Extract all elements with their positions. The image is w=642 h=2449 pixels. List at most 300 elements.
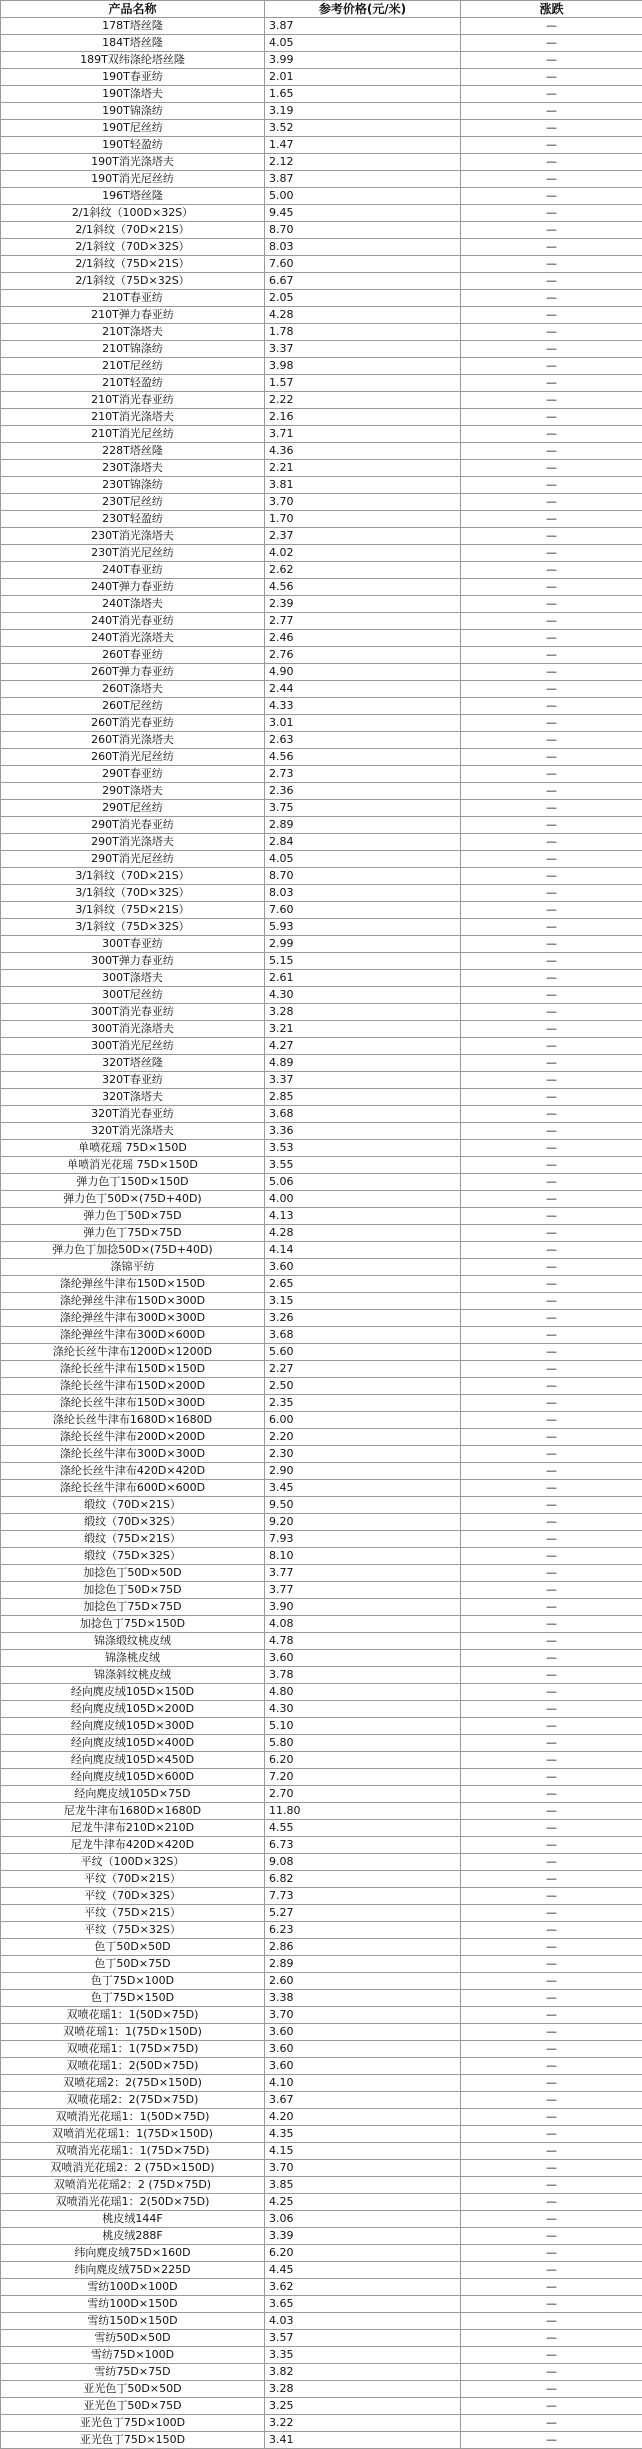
product-name-cell: 210T消光春亚纺	[1, 392, 265, 409]
table-row	[1, 1531, 642, 1548]
price-cell: 2.89	[265, 817, 461, 834]
change-cell: —	[461, 1361, 642, 1378]
product-name-cell: 双喷花瑶1：1(75D×75D)	[1, 2041, 265, 2058]
product-name-cell: 210T锦涤纺	[1, 341, 265, 358]
change-cell: —	[461, 1208, 642, 1225]
price-cell: 2.22	[265, 392, 461, 409]
product-name-cell: 缎纹（70D×21S）	[1, 1497, 265, 1514]
product-name-cell: 2/1斜纹（100D×32S）	[1, 205, 265, 222]
price-cell: 3.81	[265, 477, 461, 494]
price-cell: 3.82	[265, 2364, 461, 2381]
price-cell: 4.55	[265, 1820, 461, 1837]
change-cell: —	[461, 2126, 642, 2143]
change-cell: —	[461, 1990, 642, 2007]
change-cell: —	[461, 1769, 642, 1786]
product-name-cell: 雪纺75D×75D	[1, 2364, 265, 2381]
table-row	[1, 596, 642, 613]
product-name-cell: 单喷花瑶 75D×150D	[1, 1140, 265, 1157]
product-name-cell: 平纹（100D×32S）	[1, 1854, 265, 1871]
table-row	[1, 1786, 642, 1803]
product-name-cell: 双喷消光花瑶1：1(75D×75D)	[1, 2143, 265, 2160]
price-cell: 4.05	[265, 851, 461, 868]
product-name-cell: 锦涤斜纹桃皮绒	[1, 1667, 265, 1684]
change-cell: —	[461, 834, 642, 851]
price-cell: 3.60	[265, 1259, 461, 1276]
product-name-cell: 尼龙牛津布420D×420D	[1, 1837, 265, 1854]
table-row	[1, 69, 642, 86]
change-cell: —	[461, 1242, 642, 1259]
price-cell: 3.36	[265, 1123, 461, 1140]
price-cell: 3.06	[265, 2211, 461, 2228]
table-row	[1, 1990, 642, 2007]
change-cell: —	[461, 307, 642, 324]
change-cell: —	[461, 1956, 642, 1973]
product-name-cell: 190T尼丝纺	[1, 120, 265, 137]
change-cell: —	[461, 2041, 642, 2058]
change-cell: —	[461, 341, 642, 358]
price-cell: 4.05	[265, 35, 461, 52]
price-cell: 3.90	[265, 1599, 461, 1616]
change-cell: —	[461, 171, 642, 188]
product-name-cell: 2/1斜纹（70D×32S）	[1, 239, 265, 256]
product-name-cell: 260T弹力春亚纺	[1, 664, 265, 681]
change-cell: —	[461, 579, 642, 596]
change-cell: —	[461, 1837, 642, 1854]
table-row	[1, 834, 642, 851]
product-name-cell: 涤纶长丝牛津布420D×420D	[1, 1463, 265, 1480]
price-cell: 3.60	[265, 2058, 461, 2075]
table-row	[1, 426, 642, 443]
table-row	[1, 1463, 642, 1480]
change-cell: —	[461, 1140, 642, 1157]
table-row	[1, 1395, 642, 1412]
product-name-cell: 210T弹力春亚纺	[1, 307, 265, 324]
product-name-cell: 210T消光涤塔夫	[1, 409, 265, 426]
change-cell: —	[461, 1072, 642, 1089]
product-name-cell: 亚光色丁50D×50D	[1, 2381, 265, 2398]
price-cell: 8.03	[265, 239, 461, 256]
price-cell: 7.93	[265, 1531, 461, 1548]
table-row	[1, 460, 642, 477]
product-name-cell: 缎纹（75D×21S）	[1, 1531, 265, 1548]
price-cell: 4.15	[265, 2143, 461, 2160]
price-cell: 3.60	[265, 1650, 461, 1667]
price-cell: 3.52	[265, 120, 461, 137]
product-name-cell: 290T涤塔夫	[1, 783, 265, 800]
product-name-cell: 涤纶长丝牛津布150D×150D	[1, 1361, 265, 1378]
table-row	[1, 1718, 642, 1735]
change-cell: —	[461, 647, 642, 664]
change-cell: —	[461, 1973, 642, 1990]
product-name-cell: 320T消光春亚纺	[1, 1106, 265, 1123]
product-name-cell: 300T春亚纺	[1, 936, 265, 953]
product-name-cell: 弹力色丁75D×75D	[1, 1225, 265, 1242]
table-row	[1, 1769, 642, 1786]
product-name-cell: 纬向麂皮绒75D×160D	[1, 2245, 265, 2262]
product-name-cell: 涤纶长丝牛津布1680D×1680D	[1, 1412, 265, 1429]
price-cell: 6.73	[265, 1837, 461, 1854]
price-cell: 2.60	[265, 1973, 461, 1990]
table-row	[1, 1667, 642, 1684]
table-row	[1, 35, 642, 52]
price-cell: 6.20	[265, 1752, 461, 1769]
change-cell: —	[461, 426, 642, 443]
product-name-cell: 经向麂皮绒105D×200D	[1, 1701, 265, 1718]
price-cell: 4.27	[265, 1038, 461, 1055]
change-cell: —	[461, 409, 642, 426]
table-row	[1, 1021, 642, 1038]
product-name-cell: 190T消光涤塔夫	[1, 154, 265, 171]
table-row	[1, 103, 642, 120]
table-row	[1, 511, 642, 528]
price-cell: 3.60	[265, 2024, 461, 2041]
product-name-cell: 3/1斜纹（75D×32S）	[1, 919, 265, 936]
price-cell: 5.27	[265, 1905, 461, 1922]
change-cell: —	[461, 1293, 642, 1310]
price-cell: 3.68	[265, 1327, 461, 1344]
table-row	[1, 1905, 642, 1922]
price-cell: 3.55	[265, 1157, 461, 1174]
product-name-cell: 亚光色丁50D×75D	[1, 2398, 265, 2415]
price-cell: 2.65	[265, 1276, 461, 1293]
table-row	[1, 868, 642, 885]
table-row	[1, 1225, 642, 1242]
change-cell: —	[461, 477, 642, 494]
table-row	[1, 732, 642, 749]
table-row	[1, 239, 642, 256]
table-row	[1, 171, 642, 188]
price-cell: 2.77	[265, 613, 461, 630]
change-cell: —	[461, 188, 642, 205]
product-name-cell: 经向麂皮绒105D×300D	[1, 1718, 265, 1735]
table-row	[1, 1089, 642, 1106]
table-row	[1, 2143, 642, 2160]
change-cell: —	[461, 1310, 642, 1327]
price-cell: 3.75	[265, 800, 461, 817]
table-row	[1, 2432, 642, 2449]
price-cell: 2.99	[265, 936, 461, 953]
price-cell: 3.70	[265, 494, 461, 511]
change-cell: —	[461, 2432, 642, 2449]
table-row	[1, 1650, 642, 1667]
price-cell: 3.87	[265, 171, 461, 188]
price-cell: 6.82	[265, 1871, 461, 1888]
product-name-cell: 加捻色丁50D×50D	[1, 1565, 265, 1582]
change-cell: —	[461, 1106, 642, 1123]
price-cell: 3.38	[265, 1990, 461, 2007]
table-row	[1, 647, 642, 664]
change-cell: —	[461, 562, 642, 579]
product-name-cell: 平纹（75D×32S）	[1, 1922, 265, 1939]
product-name-cell: 经向麂皮绒105D×75D	[1, 1786, 265, 1803]
change-cell: —	[461, 1922, 642, 1939]
change-cell: —	[461, 1582, 642, 1599]
change-cell: —	[461, 1718, 642, 1735]
change-cell: —	[461, 2024, 642, 2041]
product-name-cell: 色丁50D×75D	[1, 1956, 265, 1973]
table-row	[1, 2364, 642, 2381]
change-cell: —	[461, 443, 642, 460]
change-cell: —	[461, 783, 642, 800]
product-name-cell: 涤纶长丝牛津布150D×200D	[1, 1378, 265, 1395]
price-cell: 3.85	[265, 2177, 461, 2194]
price-cell: 2.70	[265, 1786, 461, 1803]
table-row	[1, 188, 642, 205]
price-cell: 2.20	[265, 1429, 461, 1446]
change-cell: —	[461, 1905, 642, 1922]
product-name-cell: 双喷消光花瑶1：2(50D×75D)	[1, 2194, 265, 2211]
change-cell: —	[461, 2415, 642, 2432]
product-name-cell: 320T春亚纺	[1, 1072, 265, 1089]
price-cell: 1.78	[265, 324, 461, 341]
change-cell: —	[461, 511, 642, 528]
change-cell: —	[461, 69, 642, 86]
change-cell: —	[461, 545, 642, 562]
table-row	[1, 1293, 642, 1310]
change-cell: —	[461, 987, 642, 1004]
change-cell: —	[461, 1157, 642, 1174]
change-cell: —	[461, 1327, 642, 1344]
table-row	[1, 1344, 642, 1361]
change-cell: —	[461, 1735, 642, 1752]
change-cell: —	[461, 1531, 642, 1548]
change-cell: —	[461, 1021, 642, 1038]
price-cell: 4.08	[265, 1616, 461, 1633]
change-cell: —	[461, 1480, 642, 1497]
price-cell: 5.93	[265, 919, 461, 936]
price-cell: 3.99	[265, 52, 461, 69]
product-name-cell: 雪纺50D×50D	[1, 2330, 265, 2347]
product-name-cell: 双喷花瑶1：1(75D×150D)	[1, 2024, 265, 2041]
change-cell: —	[461, 936, 642, 953]
price-cell: 1.47	[265, 137, 461, 154]
product-name-cell: 210T春亚纺	[1, 290, 265, 307]
product-name-cell: 3/1斜纹（70D×21S）	[1, 868, 265, 885]
price-cell: 2.61	[265, 970, 461, 987]
change-cell: —	[461, 2194, 642, 2211]
change-cell: —	[461, 1684, 642, 1701]
table-row	[1, 766, 642, 783]
table-row	[1, 120, 642, 137]
table-row	[1, 953, 642, 970]
change-cell: —	[461, 120, 642, 137]
table-row	[1, 698, 642, 715]
table-row	[1, 1701, 642, 1718]
change-cell: —	[461, 2160, 642, 2177]
change-cell: —	[461, 2279, 642, 2296]
change-cell: —	[461, 35, 642, 52]
price-cell: 1.65	[265, 86, 461, 103]
change-cell: —	[461, 1854, 642, 1871]
header-row	[1, 1, 642, 18]
price-cell: 1.70	[265, 511, 461, 528]
price-cell: 2.86	[265, 1939, 461, 1956]
table-row	[1, 902, 642, 919]
price-cell: 3.53	[265, 1140, 461, 1157]
change-cell: —	[461, 630, 642, 647]
price-cell: 4.03	[265, 2313, 461, 2330]
table-row	[1, 2313, 642, 2330]
change-cell: —	[461, 1276, 642, 1293]
change-cell: —	[461, 52, 642, 69]
table-row	[1, 2007, 642, 2024]
table-row	[1, 528, 642, 545]
table-row	[1, 2075, 642, 2092]
table-row	[1, 1446, 642, 1463]
table-row	[1, 987, 642, 1004]
price-cell: 3.67	[265, 2092, 461, 2109]
price-cell: 3.01	[265, 715, 461, 732]
change-cell: —	[461, 222, 642, 239]
table-row	[1, 2024, 642, 2041]
change-cell: —	[461, 766, 642, 783]
product-name-cell: 经向麂皮绒105D×450D	[1, 1752, 265, 1769]
price-cell: 6.00	[265, 1412, 461, 1429]
product-name-cell: 230T轻盈纺	[1, 511, 265, 528]
price-cell: 9.20	[265, 1514, 461, 1531]
table-row	[1, 1072, 642, 1089]
table-row	[1, 2279, 642, 2296]
product-name-cell: 涤纶长丝牛津布200D×200D	[1, 1429, 265, 1446]
product-name-cell: 涤纶弹丝牛津布300D×600D	[1, 1327, 265, 1344]
product-name-cell: 190T春亚纺	[1, 69, 265, 86]
change-cell: —	[461, 1446, 642, 1463]
table-row	[1, 409, 642, 426]
product-name-cell: 双喷花瑶2：2(75D×75D)	[1, 2092, 265, 2109]
table-row	[1, 1684, 642, 1701]
change-cell: —	[461, 2075, 642, 2092]
product-name-cell: 双喷花瑶1：2(50D×75D)	[1, 2058, 265, 2075]
price-cell: 2.62	[265, 562, 461, 579]
change-cell: —	[461, 2109, 642, 2126]
change-cell: —	[461, 613, 642, 630]
table-row	[1, 358, 642, 375]
price-cell: 3.19	[265, 103, 461, 120]
change-cell: —	[461, 902, 642, 919]
change-cell: —	[461, 1633, 642, 1650]
price-cell: 2.27	[265, 1361, 461, 1378]
change-cell: —	[461, 1667, 642, 1684]
table-row	[1, 1922, 642, 1939]
price-cell: 3.78	[265, 1667, 461, 1684]
product-name-cell: 2/1斜纹（70D×21S）	[1, 222, 265, 239]
change-cell: —	[461, 2092, 642, 2109]
price-cell: 3.28	[265, 1004, 461, 1021]
product-name-cell: 300T尼丝纺	[1, 987, 265, 1004]
product-name-cell: 双喷花瑶1：1(50D×75D)	[1, 2007, 265, 2024]
table-row	[1, 307, 642, 324]
price-cell: 7.20	[265, 1769, 461, 1786]
product-name-cell: 230T消光尼丝纺	[1, 545, 265, 562]
table-row	[1, 1310, 642, 1327]
table-row	[1, 2228, 642, 2245]
product-name-cell: 190T轻盈纺	[1, 137, 265, 154]
product-name-cell: 纬向麂皮绒75D×225D	[1, 2262, 265, 2279]
change-cell: —	[461, 205, 642, 222]
table-row	[1, 1803, 642, 1820]
price-cell: 7.60	[265, 256, 461, 273]
table-row	[1, 137, 642, 154]
product-name-cell: 色丁75D×150D	[1, 1990, 265, 2007]
product-name-cell: 涤纶长丝牛津布600D×600D	[1, 1480, 265, 1497]
price-cell: 5.15	[265, 953, 461, 970]
product-name-cell: 290T尼丝纺	[1, 800, 265, 817]
table-row	[1, 494, 642, 511]
product-name-cell: 300T消光涤塔夫	[1, 1021, 265, 1038]
price-cell: 8.70	[265, 868, 461, 885]
product-name-cell: 190T锦涤纺	[1, 103, 265, 120]
product-name-cell: 300T弹力春亚纺	[1, 953, 265, 970]
price-cell: 4.45	[265, 2262, 461, 2279]
table-row	[1, 1429, 642, 1446]
table-row	[1, 1480, 642, 1497]
price-cell: 4.78	[265, 1633, 461, 1650]
price-cell: 2.46	[265, 630, 461, 647]
product-name-cell: 加捻色丁75D×150D	[1, 1616, 265, 1633]
change-cell: —	[461, 1650, 642, 1667]
price-cell: 3.35	[265, 2347, 461, 2364]
product-name-cell: 雪纺100D×100D	[1, 2279, 265, 2296]
table-row	[1, 1361, 642, 1378]
price-cell: 6.20	[265, 2245, 461, 2262]
product-name-cell: 210T尼丝纺	[1, 358, 265, 375]
price-cell: 4.89	[265, 1055, 461, 1072]
change-cell: —	[461, 1803, 642, 1820]
header-change: 涨跌	[461, 1, 642, 18]
product-name-cell: 260T消光春亚纺	[1, 715, 265, 732]
table-row	[1, 1242, 642, 1259]
price-cell: 9.45	[265, 205, 461, 222]
price-cell: 3.26	[265, 1310, 461, 1327]
table-row	[1, 2262, 642, 2279]
price-cell: 2.39	[265, 596, 461, 613]
change-cell: —	[461, 1752, 642, 1769]
price-cell: 8.10	[265, 1548, 461, 1565]
product-name-cell: 桃皮绒288F	[1, 2228, 265, 2245]
table-row	[1, 800, 642, 817]
change-cell: —	[461, 273, 642, 290]
price-cell: 2.90	[265, 1463, 461, 1480]
product-name-cell: 经向麂皮绒105D×600D	[1, 1769, 265, 1786]
table-row	[1, 1140, 642, 1157]
product-name-cell: 184T塔丝隆	[1, 35, 265, 52]
product-name-cell: 290T春亚纺	[1, 766, 265, 783]
table-row	[1, 1888, 642, 1905]
product-name-cell: 290T消光尼丝纺	[1, 851, 265, 868]
product-name-cell: 涤纶长丝牛津布1200D×1200D	[1, 1344, 265, 1361]
product-name-cell: 210T涤塔夫	[1, 324, 265, 341]
change-cell: —	[461, 2007, 642, 2024]
change-cell: —	[461, 1599, 642, 1616]
table-row	[1, 1973, 642, 1990]
table-row	[1, 2160, 642, 2177]
price-cell: 8.70	[265, 222, 461, 239]
product-name-cell: 亚光色丁75D×100D	[1, 2415, 265, 2432]
table-row	[1, 2415, 642, 2432]
table-row	[1, 2194, 642, 2211]
product-name-cell: 300T涤塔夫	[1, 970, 265, 987]
product-name-cell: 锦涤桃皮绒	[1, 1650, 265, 1667]
change-cell: —	[461, 715, 642, 732]
change-cell: —	[461, 18, 642, 35]
change-cell: —	[461, 2313, 642, 2330]
table-row	[1, 1633, 642, 1650]
product-name-cell: 平纹（70D×21S）	[1, 1871, 265, 1888]
price-cell: 3.41	[265, 2432, 461, 2449]
product-name-cell: 平纹（75D×21S）	[1, 1905, 265, 1922]
table-row	[1, 392, 642, 409]
table-row	[1, 2109, 642, 2126]
